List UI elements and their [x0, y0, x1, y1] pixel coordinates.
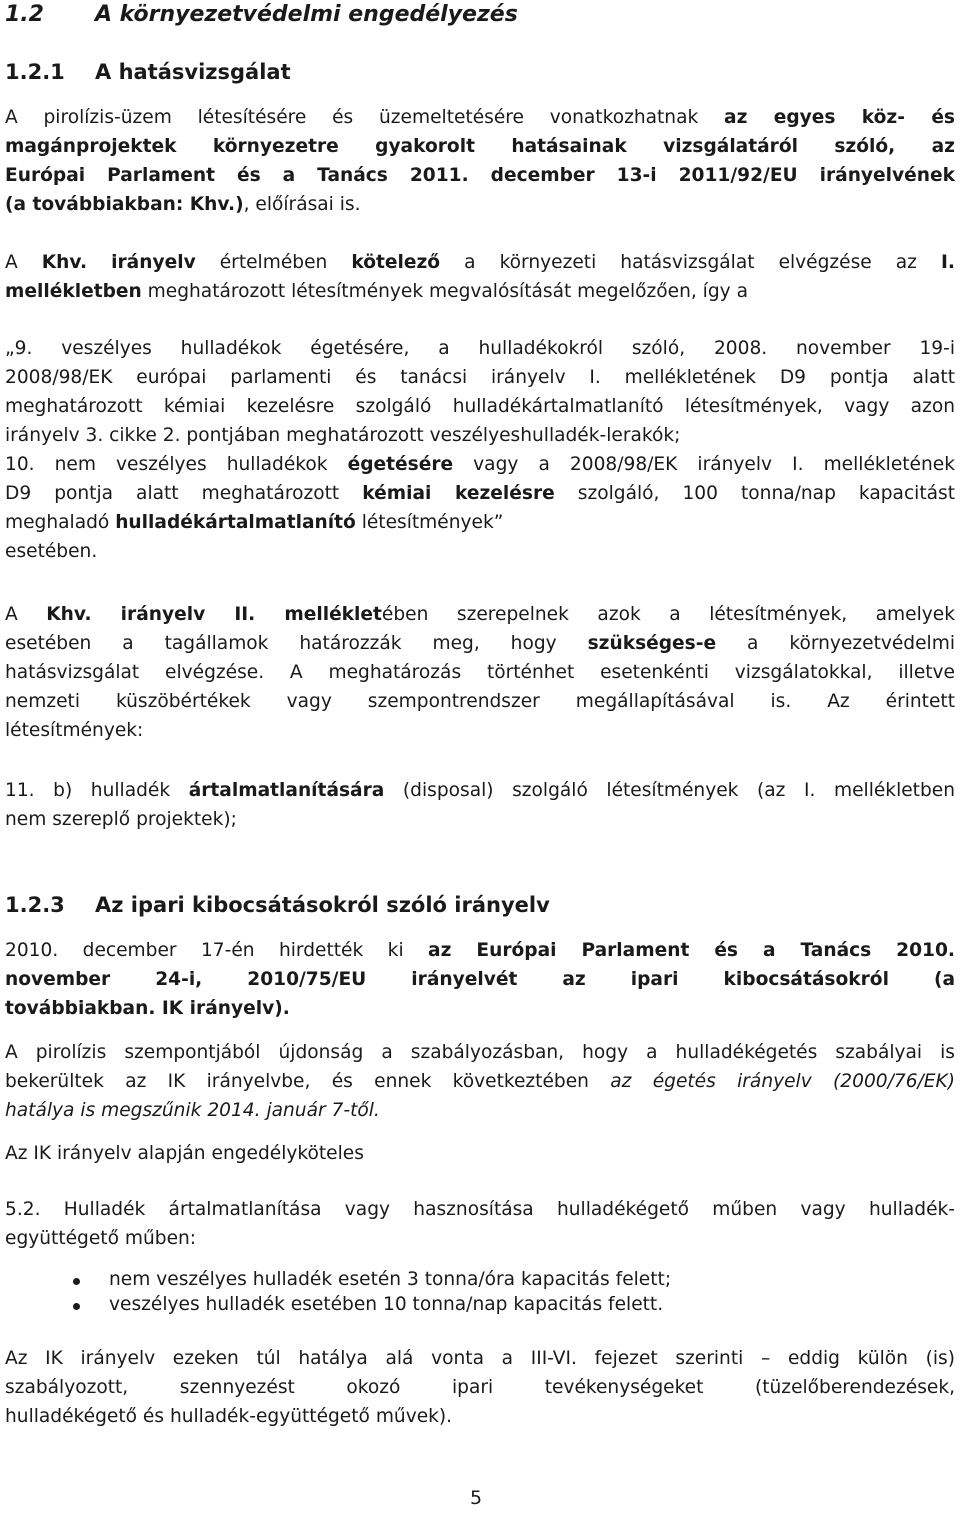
paragraph-intro	[5, 103, 955, 219]
heading-number: 1.2	[5, 2, 44, 27]
paragraph-permit	[5, 1139, 955, 1168]
list-item	[5, 1267, 955, 1292]
text-line: hatásvizsgálat elvégzése. A meghatározás történhet esetenkénti vizsgálatokkal, illetve	[5, 662, 955, 683]
text-line-bold: Európai Parlament és a Tanács 2011. december 13-i 2011/92/EU irányelvének	[5, 165, 955, 186]
text-run: 11. b) hulladék	[5, 780, 189, 801]
text-run-bold: Khv. irányelv II. melléklet	[46, 604, 382, 625]
paragraph-khv-annex-1	[5, 248, 955, 306]
heading-title: A hatásvizsgálat	[95, 60, 291, 84]
text-run-bold: ártalmatlanítására	[188, 780, 385, 801]
text-run: 2010. december 17-én hirdették ki	[5, 940, 429, 961]
text-run: a környezetvédelmi	[716, 633, 955, 654]
text-run-bold: kötelező	[351, 252, 441, 273]
text-run: 10. nem veszélyes hulladékok	[5, 454, 348, 475]
text-run: D9 pontja alatt meghatározott	[5, 483, 363, 504]
list-item-10	[5, 450, 955, 566]
text-run: (disposal) szolgáló létesítmények (az I. mellékletben	[384, 780, 955, 801]
text-line: 2008/98/EK európai parlamenti és tanácsi irányelv I. mellékletének D9 pontja alatt	[5, 367, 955, 388]
text-run: ében szerepelnek azok a létesítmények, amelyek	[381, 604, 955, 625]
text-run: A	[5, 252, 42, 273]
heading-1-2-3	[5, 891, 955, 920]
list-item-text: nem veszélyes hulladék esetén 3 tonna/óra kapacitás felett;	[109, 1269, 672, 1290]
text-run-bold: Khv.	[41, 252, 88, 273]
text-run: meghatározott létesítmények megvalósítását megelőzően, így a	[141, 281, 748, 302]
text-run-bold: irányelv	[111, 252, 196, 273]
bullet-list	[5, 1267, 955, 1317]
text-run-bold: (a továbbiakban: Khv.)	[5, 194, 244, 215]
text-run-bold: I.	[941, 252, 955, 273]
paragraph-scope	[5, 1344, 955, 1431]
text-line: A pirolízis szempontjából újdonság a szabályozásban, hogy a hulladékégetés szabályai is	[5, 1042, 955, 1063]
text-run-bold: kémiai kezelésre	[362, 483, 555, 504]
paragraph-ie-directive	[5, 936, 955, 1023]
text-line-bold: továbbiakban. IK irányelv).	[5, 998, 290, 1019]
text-line: „9. veszélyes hulladékok égetésére, a hulladékokról szóló, 2008. november 19-i	[5, 338, 955, 359]
heading-number: 1.2.1	[5, 60, 65, 84]
text-run: értelmében	[195, 252, 352, 273]
list-item	[5, 1292, 955, 1317]
heading-title: Az ipari kibocsátásokról szóló irányelv	[95, 893, 550, 917]
text-run: bekerültek az IK irányelvbe, és ennek következtében	[5, 1071, 611, 1092]
list-item-text: veszélyes hulladék esetében 10 tonna/nap kapacitás felett.	[109, 1294, 664, 1315]
text-line-italic: hatálya is megszűnik 2014. január 7-től.	[5, 1100, 380, 1121]
paragraph-pyrolysis	[5, 1038, 955, 1125]
text-line: Az IK irányelv ezeken túl hatálya alá vonta a III-VI. fejezet szerinti – eddig külön (is)	[5, 1348, 955, 1369]
paragraph-5-2	[5, 1195, 955, 1253]
text-run: , előírásai is.	[243, 194, 361, 215]
list-item-9	[5, 334, 955, 450]
text-line: együttégető műben:	[5, 1228, 197, 1249]
text-run-italic: az égetés irányelv (2000/76/EK)	[610, 1071, 955, 1092]
text-run	[87, 252, 111, 273]
text-line: irányelv 3. cikke 2. pontjában meghatározott veszélyeshulladék-lerakók;	[5, 425, 681, 446]
text-run: A pirolízis-üzem létesítésére és üzemeltetésére vonatkozhatnak	[5, 107, 725, 128]
text-line: meghatározott kémiai kezelésre szolgáló hulladékártalmatlanító létesítmények, vagy azon	[5, 396, 955, 417]
bullet-icon	[73, 1278, 80, 1285]
text-line-bold: magánprojektek környezetre gyakorolt hatásainak vizsgálatáról szóló, az	[5, 136, 955, 157]
text-run-bold: égetésére	[347, 454, 454, 475]
text-line: nemzeti küszöbértékek vagy szempontrendszer megállapításával is. Az érintett	[5, 691, 955, 712]
text-run: szolgáló, 100 tonna/nap kapacitást	[554, 483, 955, 504]
heading-1-2-1	[5, 58, 955, 87]
text-line: Az IK irányelv alapján engedélyköteles	[5, 1143, 364, 1164]
text-line: létesítmények:	[5, 720, 144, 741]
text-line: hulladékégető és hulladék-együttégető művek).	[5, 1406, 453, 1427]
text-line: szabályozott, szennyezést okozó ipari tevékenységeket (tüzelőberendezések,	[5, 1377, 955, 1398]
text-line: nem szereplő projektek);	[5, 809, 237, 830]
text-run: esetében a tagállamok határozzák meg, hogy	[5, 633, 588, 654]
text-line: esetében.	[5, 541, 98, 562]
text-run-bold: az Európai Parlament és a Tanács 2010.	[428, 940, 955, 961]
text-run: A	[5, 604, 47, 625]
text-run-bold: az egyes köz- és	[724, 107, 955, 128]
list-item-11b	[5, 776, 955, 834]
text-line: 5.2. Hulladék ártalmatlanítása vagy hasznosítása hulladékégető műben vagy hulladék-	[5, 1199, 955, 1220]
heading-1-2	[5, 0, 955, 29]
bullet-icon	[73, 1303, 80, 1310]
text-run: a környezeti hatásvizsgálat elvégzése az	[440, 252, 941, 273]
text-run: létesítmények”	[355, 512, 504, 533]
heading-title: A környezetvédelmi engedélyezés	[95, 2, 518, 27]
paragraph-khv-annex-2	[5, 600, 955, 745]
text-run-bold: hulladékártalmatlanító	[115, 512, 356, 533]
text-line-bold: november 24-i, 2010/75/EU irányelvét az ipari kibocsátásokról (a	[5, 969, 955, 990]
text-run-bold: szükséges-e	[587, 633, 717, 654]
text-run-bold: mellékletben	[5, 281, 142, 302]
heading-number: 1.2.3	[5, 893, 65, 917]
text-run: meghaladó	[5, 512, 116, 533]
page-number: 5	[470, 1487, 483, 1509]
text-run: vagy a 2008/98/EK irányelv I. mellékletének	[453, 454, 955, 475]
